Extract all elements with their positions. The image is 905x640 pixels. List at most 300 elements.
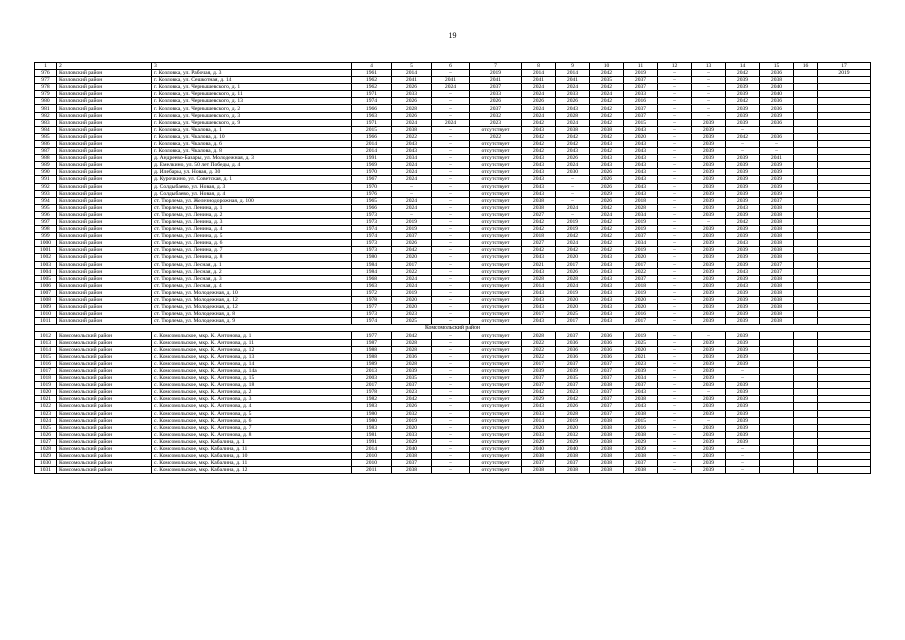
header-cell: 13	[692, 63, 726, 70]
table-cell: 2034	[624, 211, 658, 218]
table-row	[35, 211, 871, 218]
table-cell: 2043	[522, 318, 556, 325]
table-cell: 2041	[522, 77, 556, 84]
table-cell: 2020	[556, 297, 590, 304]
table-cell	[818, 346, 871, 353]
table-row	[35, 375, 871, 382]
table-cell: Комсомольский район	[57, 332, 152, 339]
table-cell	[794, 261, 818, 268]
table-cell: 2026	[392, 98, 432, 105]
table-cell: 2039	[692, 240, 726, 247]
table-cell: Козловский район	[57, 133, 152, 140]
table-cell: 2036	[556, 339, 590, 346]
table-cell: –	[432, 346, 470, 353]
table-cell: 1973	[352, 211, 392, 218]
table-cell: Козловский район	[57, 126, 152, 133]
table-cell: 2038	[760, 226, 794, 233]
table-cell: 2017	[556, 318, 590, 325]
table-cell: отсутствует	[470, 218, 522, 225]
table-cell: отсутствует	[470, 311, 522, 318]
table-cell: Козловский район	[57, 91, 152, 98]
table-cell: отсутствует	[470, 346, 522, 353]
table-cell: 2042	[590, 70, 624, 77]
table-cell: 2042	[522, 148, 556, 155]
table-cell: –	[432, 410, 470, 417]
table-cell: 1012	[35, 332, 57, 339]
table-cell	[818, 297, 871, 304]
table-cell: отсутствует	[470, 382, 522, 389]
table-cell: 2043	[624, 389, 658, 396]
table-cell: 2039	[692, 445, 726, 452]
table-cell: 2039	[726, 275, 760, 282]
table-cell: 2026	[392, 403, 432, 410]
table-cell: 2039	[692, 268, 726, 275]
table-cell: 2039	[726, 84, 760, 91]
table-cell: 2037	[760, 261, 794, 268]
table-cell	[760, 417, 794, 424]
table-cell: 2042	[556, 140, 590, 147]
table-cell: 2039	[726, 190, 760, 197]
table-cell	[760, 403, 794, 410]
table-cell: отсутствует	[470, 367, 522, 374]
table-cell: отсутствует	[470, 204, 522, 211]
table-cell	[760, 375, 794, 382]
table-cell: Козловский район	[57, 112, 152, 119]
table-cell: 2038	[556, 467, 590, 474]
table-cell	[818, 424, 871, 431]
table-cell: 2039	[556, 367, 590, 374]
table-cell	[760, 332, 794, 339]
table-cell: 2014	[352, 140, 392, 147]
table-cell: 2038	[760, 204, 794, 211]
housing-table	[34, 62, 871, 474]
table-cell: Козловский район	[57, 311, 152, 318]
table-cell: –	[432, 417, 470, 424]
table-cell: Комсомольский район	[57, 467, 152, 474]
table-cell: 1967	[352, 176, 392, 183]
table-cell: 993	[35, 190, 57, 197]
table-cell: –	[658, 438, 692, 445]
table-cell: –	[432, 445, 470, 452]
table-cell	[794, 77, 818, 84]
table-cell: 2024	[392, 282, 432, 289]
table-cell: 1976	[352, 190, 392, 197]
table-cell: 2037	[590, 367, 624, 374]
table-cell: 2003	[352, 375, 392, 382]
table-cell: 978	[35, 84, 57, 91]
table-cell: 2034	[624, 375, 658, 382]
table-cell: 2039	[392, 367, 432, 374]
table-cell: 2039	[522, 367, 556, 374]
table-cell: ст. Тюрлема, ул. Ленина, д. 4	[152, 226, 352, 233]
table-cell: –	[658, 375, 692, 382]
table-cell: 2025	[392, 318, 432, 325]
table-cell: –	[658, 162, 692, 169]
table-cell: с. Комсомольское, мкр. К. Антонова, д. 7	[152, 424, 352, 431]
table-row	[35, 382, 871, 389]
table-cell	[794, 133, 818, 140]
table-cell: отсутствует	[470, 247, 522, 254]
table-row	[35, 162, 871, 169]
table-cell: 2042	[522, 226, 556, 233]
table-cell: ст. Тюрлема, ул. Ленина, д. 7	[152, 247, 352, 254]
table-cell: –	[658, 133, 692, 140]
table-cell	[818, 140, 871, 147]
table-cell: 2024	[590, 91, 624, 98]
table-cell: Козловский район	[57, 155, 152, 162]
table-row	[35, 84, 871, 91]
table-cell: 2024	[432, 119, 470, 126]
table-cell: 2018	[624, 197, 658, 204]
table-cell: 2039	[726, 410, 760, 417]
table-cell: Козловский район	[57, 169, 152, 176]
table-cell: 1018	[35, 375, 57, 382]
table-cell: г. Козловка, ул. Чкалова, д. 1	[152, 126, 352, 133]
table-cell: 2019	[624, 226, 658, 233]
table-cell: 2043	[522, 176, 556, 183]
table-cell: 2038	[760, 311, 794, 318]
table-cell	[760, 126, 794, 133]
table-cell: 1963	[352, 282, 392, 289]
table-cell	[818, 410, 871, 417]
table-row	[35, 247, 871, 254]
table-cell	[818, 353, 871, 360]
table-cell: 981	[35, 105, 57, 112]
table-row	[35, 431, 871, 438]
table-cell: 2039	[726, 438, 760, 445]
table-cell: Комсомольский район	[57, 360, 152, 367]
table-cell: 1029	[35, 453, 57, 460]
table-cell: 2038	[590, 438, 624, 445]
table-cell	[818, 169, 871, 176]
table-cell: 2037	[556, 460, 590, 467]
table-cell: 2029	[522, 438, 556, 445]
table-cell: Козловский район	[57, 268, 152, 275]
table-cell: 2036	[590, 339, 624, 346]
table-cell: Комсомольский район	[57, 403, 152, 410]
table-cell: 2015	[624, 417, 658, 424]
table-cell: –	[432, 467, 470, 474]
table-cell: 1978	[352, 297, 392, 304]
table-cell: ст. Тюрлема, ул. Лесная, д. 1	[152, 261, 352, 268]
table-cell	[818, 176, 871, 183]
table-cell: –	[432, 339, 470, 346]
table-cell: ст. Тюрлема, ул. Ленина, д. 3	[152, 218, 352, 225]
table-cell: отсутствует	[470, 190, 522, 197]
table-cell: –	[432, 403, 470, 410]
table-cell: 2014	[352, 445, 392, 452]
table-cell: 2025	[624, 339, 658, 346]
table-cell: –	[692, 389, 726, 396]
table-cell: 1013	[35, 339, 57, 346]
table-cell: г. Козловка, ул. Чкалова, д. 6	[152, 140, 352, 147]
table-cell: –	[692, 84, 726, 91]
table-cell: 2024	[392, 119, 432, 126]
table-cell: ст. Тюрлема, ул. Лесная, д. 2	[152, 268, 352, 275]
table-cell	[818, 240, 871, 247]
table-cell: с. Комсомольское, мкр. Кабалина, д. 1	[152, 438, 352, 445]
table-cell: –	[432, 353, 470, 360]
table-cell: 2028	[392, 339, 432, 346]
header-cell: 12	[658, 63, 692, 70]
table-cell	[760, 346, 794, 353]
table-cell: –	[432, 282, 470, 289]
table-cell: 2039	[726, 183, 760, 190]
table-cell: 2043	[590, 261, 624, 268]
table-cell	[818, 382, 871, 389]
table-cell: 2042	[590, 105, 624, 112]
table-cell	[794, 424, 818, 431]
table-cell: 2043	[522, 403, 556, 410]
table-row	[35, 410, 871, 417]
table-cell: 2026	[590, 176, 624, 183]
table-cell: отсутствует	[470, 353, 522, 360]
table-cell: 2042	[590, 148, 624, 155]
table-cell: 1963	[352, 112, 392, 119]
header-cell: 7	[470, 63, 522, 70]
table-cell: 2023	[624, 360, 658, 367]
table-cell: отсутствует	[470, 467, 522, 474]
table-cell: 2024	[556, 84, 590, 91]
table-cell: 2023	[556, 389, 590, 396]
table-cell: 2038	[590, 382, 624, 389]
table-cell: Козловский район	[57, 240, 152, 247]
table-cell: –	[658, 183, 692, 190]
table-cell: –	[726, 460, 760, 467]
table-cell: –	[692, 98, 726, 105]
table-cell: 2039	[760, 183, 794, 190]
table-cell: –	[432, 233, 470, 240]
table-cell: с. Комсомольское, мкр. К. Антонова, д. 13	[152, 353, 352, 360]
table-cell	[794, 183, 818, 190]
table-cell	[818, 91, 871, 98]
table-cell: 2038	[522, 197, 556, 204]
table-cell: 1984	[352, 268, 392, 275]
table-cell: ст. Тюрлема, ул. Железнодорожная, д. 100	[152, 197, 352, 204]
table-cell: 2026	[392, 112, 432, 119]
table-cell: 2024	[556, 204, 590, 211]
table-cell: –	[692, 417, 726, 424]
table-cell: 2020	[392, 424, 432, 431]
table-cell: 2042	[392, 247, 432, 254]
table-cell: отсутствует	[470, 162, 522, 169]
table-cell: 2036	[590, 346, 624, 353]
table-cell	[760, 389, 794, 396]
table-cell: 2043	[624, 162, 658, 169]
table-cell	[760, 367, 794, 374]
table-cell: 2039	[692, 424, 726, 431]
table-cell: отсутствует	[470, 297, 522, 304]
table-cell: –	[432, 155, 470, 162]
table-cell: Козловский район	[57, 140, 152, 147]
table-cell: –	[432, 367, 470, 374]
table-cell	[818, 254, 871, 261]
table-cell: 2043	[726, 240, 760, 247]
table-cell: с. Комсомольское, мкр. К. Антонова, д. 4	[152, 403, 352, 410]
table-cell: 2043	[590, 268, 624, 275]
table-cell: 2038	[624, 467, 658, 474]
table-cell: 988	[35, 155, 57, 162]
table-cell: 2042	[726, 98, 760, 105]
table-cell: 2038	[624, 453, 658, 460]
table-cell: Комсомольский район	[57, 410, 152, 417]
table-cell: ст. Тюрлема, ул. Ленина, д. 5	[152, 233, 352, 240]
table-cell: –	[432, 268, 470, 275]
table-cell: 2043	[590, 282, 624, 289]
table-cell: 2026	[590, 197, 624, 204]
table-cell: 2039	[692, 148, 726, 155]
table-cell: 2042	[726, 133, 760, 140]
table-cell: –	[692, 332, 726, 339]
table-cell: 2036	[590, 353, 624, 360]
table-cell: –	[726, 467, 760, 474]
table-cell: 1971	[352, 119, 392, 126]
table-cell: 2042	[726, 70, 760, 77]
table-cell: 2038	[760, 77, 794, 84]
table-cell: Козловский район	[57, 70, 152, 77]
table-cell: д. Солдыбаево, ул. Новая, д. 3	[152, 183, 352, 190]
table-cell: –	[432, 240, 470, 247]
table-cell: 2037	[624, 275, 658, 282]
table-cell: с. Комсомольское, мкр. К. Антонова, д. 6	[152, 417, 352, 424]
table-row	[35, 119, 871, 126]
table-cell: 2024	[556, 240, 590, 247]
table-cell	[760, 339, 794, 346]
table-cell	[818, 112, 871, 119]
table-cell: 2043	[624, 126, 658, 133]
table-cell: 2039	[726, 77, 760, 84]
table-cell: –	[658, 289, 692, 296]
table-cell: 2022	[470, 133, 522, 140]
table-cell: 984	[35, 126, 57, 133]
table-cell: 2033	[522, 410, 556, 417]
table-cell: –	[658, 119, 692, 126]
table-cell: 2038	[590, 445, 624, 452]
table-cell: 2042	[590, 233, 624, 240]
table-cell: Комсомольский район	[57, 382, 152, 389]
table-cell: отсутствует	[470, 261, 522, 268]
table-cell: Козловский район	[57, 162, 152, 169]
table-cell: отсутствует	[470, 424, 522, 431]
table-cell: с. Комсомольское, мкр. Кабалина, д. 12	[152, 467, 352, 474]
table-cell: 2039	[692, 162, 726, 169]
table-cell: 2024	[392, 162, 432, 169]
table-cell: –	[726, 445, 760, 452]
table-cell: –	[658, 140, 692, 147]
table-cell: 1981	[352, 431, 392, 438]
table-cell	[818, 162, 871, 169]
table-cell: –	[692, 77, 726, 84]
table-cell: 2038	[556, 126, 590, 133]
table-cell: г. Козловка, ул. Чернышевского, д. 2	[152, 105, 352, 112]
table-cell: 2010	[352, 460, 392, 467]
table-cell: 2019	[624, 332, 658, 339]
table-cell: 2037	[392, 233, 432, 240]
table-cell: 1973	[352, 311, 392, 318]
table-cell: 2038	[760, 282, 794, 289]
table-cell: 990	[35, 169, 57, 176]
table-cell: Козловский район	[57, 204, 152, 211]
table-cell: 2039	[692, 375, 726, 382]
table-cell	[818, 453, 871, 460]
table-cell: отсутствует	[470, 438, 522, 445]
table-cell: 1971	[352, 91, 392, 98]
table-cell: –	[658, 84, 692, 91]
table-cell: 2028	[522, 332, 556, 339]
table-cell: –	[392, 183, 432, 190]
table-cell: 2037	[522, 375, 556, 382]
table-cell	[794, 367, 818, 374]
table-cell	[818, 375, 871, 382]
table-cell: 2039	[624, 445, 658, 452]
table-cell	[818, 318, 871, 325]
table-cell: –	[432, 275, 470, 282]
table-cell: 2037	[760, 197, 794, 204]
table-cell: 2043	[590, 162, 624, 169]
table-cell	[818, 275, 871, 282]
table-cell: –	[432, 126, 470, 133]
table-cell: 1961	[352, 70, 392, 77]
table-cell: 2043	[590, 140, 624, 147]
table-cell: 2041	[470, 77, 522, 84]
table-cell: 1027	[35, 438, 57, 445]
table-cell: 2037	[522, 382, 556, 389]
table-cell	[818, 197, 871, 204]
table-cell	[760, 353, 794, 360]
table-cell: 2039	[692, 311, 726, 318]
table-cell: –	[432, 226, 470, 233]
table-cell: отсутствует	[470, 431, 522, 438]
table-cell: 2038	[760, 247, 794, 254]
header-cell: 3	[152, 63, 352, 70]
table-cell: 2039	[692, 403, 726, 410]
table-cell: 1974	[352, 233, 392, 240]
table-cell: 2033	[624, 91, 658, 98]
table-cell	[760, 396, 794, 403]
table-cell: 2036	[392, 353, 432, 360]
table-row	[35, 233, 871, 240]
table-cell: –	[658, 98, 692, 105]
table-cell: ст. Тюрлема, ул. Молодежная, д. 9	[152, 318, 352, 325]
table-cell: 2019	[392, 417, 432, 424]
table-cell: 2039	[692, 190, 726, 197]
table-cell: 2039	[726, 91, 760, 98]
table-cell: Комсомольский район	[57, 431, 152, 438]
header-cell: 16	[794, 63, 818, 70]
table-cell: 2042	[556, 396, 590, 403]
table-cell: Козловский район	[57, 183, 152, 190]
table-cell: г. Козловка, ул. Чернышевского, д. 3	[152, 112, 352, 119]
table-row	[35, 339, 871, 346]
header-cell: 8	[522, 63, 556, 70]
table-cell	[794, 98, 818, 105]
table-cell: 2024	[392, 197, 432, 204]
table-cell: 2042	[392, 332, 432, 339]
table-cell: 2039	[760, 112, 794, 119]
table-cell	[794, 382, 818, 389]
table-cell: 992	[35, 183, 57, 190]
table-cell	[794, 112, 818, 119]
table-cell: 1984	[352, 261, 392, 268]
table-cell: 2041	[556, 77, 590, 84]
table-cell: –	[432, 254, 470, 261]
table-cell: 2024	[522, 91, 556, 98]
table-cell	[760, 467, 794, 474]
table-cell: 2042	[522, 218, 556, 225]
table-cell: 2037	[624, 77, 658, 84]
header-cell: 9	[556, 63, 590, 70]
table-cell: 2043	[590, 155, 624, 162]
